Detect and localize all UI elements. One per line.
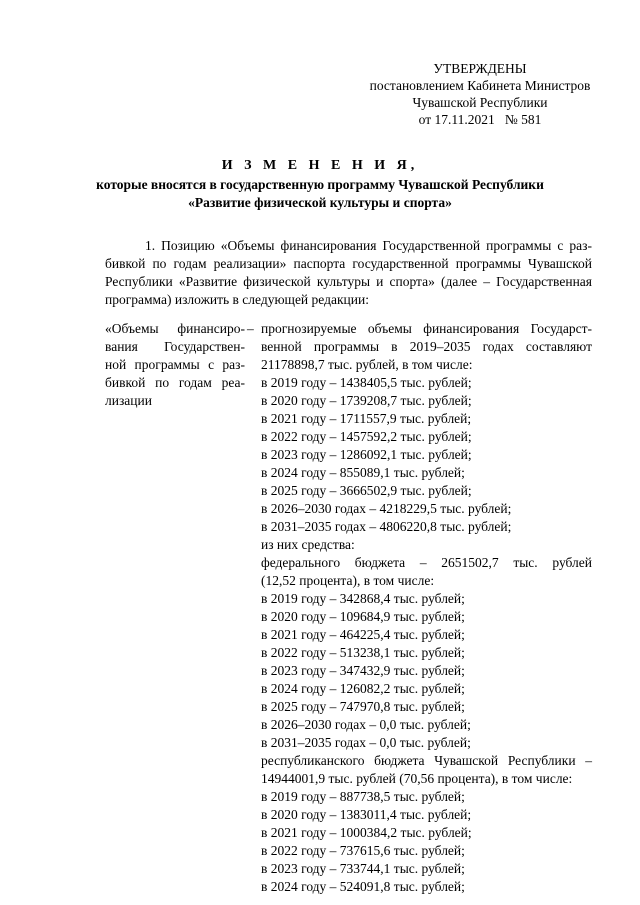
right-column-line: в 2031–2035 годах – 4806220,8 тыс. рублей;: [261, 519, 512, 534]
left-column-line: «Объемы финансиро-: [105, 321, 245, 336]
title-subtitle-line: которые вносятся в государственную программу Чувашской Республики: [96, 177, 544, 192]
right-column-line: в 2024 году – 855089,1 тыс. рублей;: [261, 465, 465, 480]
paragraph-line: программа) изложить в следующей редакции:: [105, 292, 369, 307]
right-column-line: в 2031–2035 годах – 0,0 тыс. рублей;: [261, 735, 471, 750]
right-column-line: венной программы в 2019–2035 годах составляют: [261, 339, 592, 354]
right-column-line: в 2025 году – 3666502,9 тыс. рублей;: [261, 483, 472, 498]
left-column-line: бивкой по годам реа-: [105, 375, 245, 390]
right-column-line: в 2022 году – 737615,6 тыс. рублей;: [261, 843, 465, 858]
paragraph-1: [105, 237, 592, 309]
column-separator-dash: –: [247, 321, 254, 336]
left-column-line: вания Государствен-: [105, 339, 245, 354]
right-column-line: в 2025 году – 747970,8 тыс. рублей;: [261, 699, 465, 714]
right-column-line: в 2026–2030 годах – 0,0 тыс. рублей;: [261, 717, 471, 732]
table-right-column: [261, 320, 592, 896]
right-column-line: в 2023 году – 1286092,1 тыс. рублей;: [261, 447, 472, 462]
right-column-line: в 2020 году – 1739208,7 тыс. рублей;: [261, 393, 472, 408]
right-column-line: в 2020 году – 1383011,4 тыс. рублей;: [261, 807, 472, 822]
approval-line: УТВЕРЖДЕНЫ: [433, 61, 527, 76]
approval-line: Чувашской Республики: [412, 95, 548, 110]
left-column-line: лизации: [105, 393, 152, 408]
paragraph-line: Республики «Развитие физической культуры и спорта» (далее – Государственная: [105, 274, 592, 289]
right-column-line: прогнозируемые объемы финансирования Государст-: [261, 321, 592, 336]
right-column-line: 21178898,7 тыс. рублей, в том числе:: [261, 357, 473, 372]
right-column-line: федерального бюджета – 2651502,7 тыс. рублей: [261, 555, 592, 570]
right-column-line: в 2026–2030 годах – 4218229,5 тыс. рублей;: [261, 501, 512, 516]
right-column-line: в 2020 году – 109684,9 тыс. рублей;: [261, 609, 465, 624]
table-left-column: [105, 320, 245, 410]
right-column-line: в 2022 году – 513238,1 тыс. рублей;: [261, 645, 465, 660]
paragraph-line: 1. Позицию «Объемы финансирования Государственной программы с раз-: [145, 238, 592, 253]
right-column-line: в 2019 году – 887738,5 тыс. рублей;: [261, 789, 465, 804]
right-column-line: в 2023 году – 347432,9 тыс. рублей;: [261, 663, 465, 678]
right-column-line: в 2021 году – 1711557,9 тыс. рублей;: [261, 411, 472, 426]
right-column-line: в 2024 году – 126082,2 тыс. рублей;: [261, 681, 465, 696]
left-column-line: ной программы с раз-: [105, 357, 245, 372]
right-column-line: республиканского бюджета Чувашской Республики –: [261, 753, 592, 768]
right-column-line: в 2019 году – 342868,4 тыс. рублей;: [261, 591, 465, 606]
right-column-line: в 2023 году – 733744,1 тыс. рублей;: [261, 861, 465, 876]
document-title: [90, 156, 550, 212]
right-column-line: в 2022 году – 1457592,2 тыс. рублей;: [261, 429, 472, 444]
approval-block: [360, 60, 600, 128]
right-column-line: в 2021 году – 1000384,2 тыс. рублей;: [261, 825, 472, 840]
title-heading: И З М Е Н Е Н И Я,: [221, 158, 419, 173]
right-column-line: 14944001,9 тыс. рублей (70,56 процента), в том числе:: [261, 771, 573, 786]
right-column-line: в 2024 году – 524091,8 тыс. рублей;: [261, 879, 465, 894]
approval-line: от 17.11.2021 № 581: [418, 112, 542, 127]
right-column-line: в 2019 году – 1438405,5 тыс. рублей;: [261, 375, 472, 390]
title-subtitle-line: «Развитие физической культуры и спорта»: [188, 195, 452, 210]
approval-line: постановлением Кабинета Министров: [369, 78, 591, 93]
right-column-line: в 2021 году – 464225,4 тыс. рублей;: [261, 627, 465, 642]
right-column-line: (12,52 процента), в том числе:: [261, 573, 435, 588]
right-column-line: из них средства:: [261, 537, 355, 552]
paragraph-line: бивкой по годам реализации» паспорта государственной программы Чувашской: [105, 256, 592, 271]
